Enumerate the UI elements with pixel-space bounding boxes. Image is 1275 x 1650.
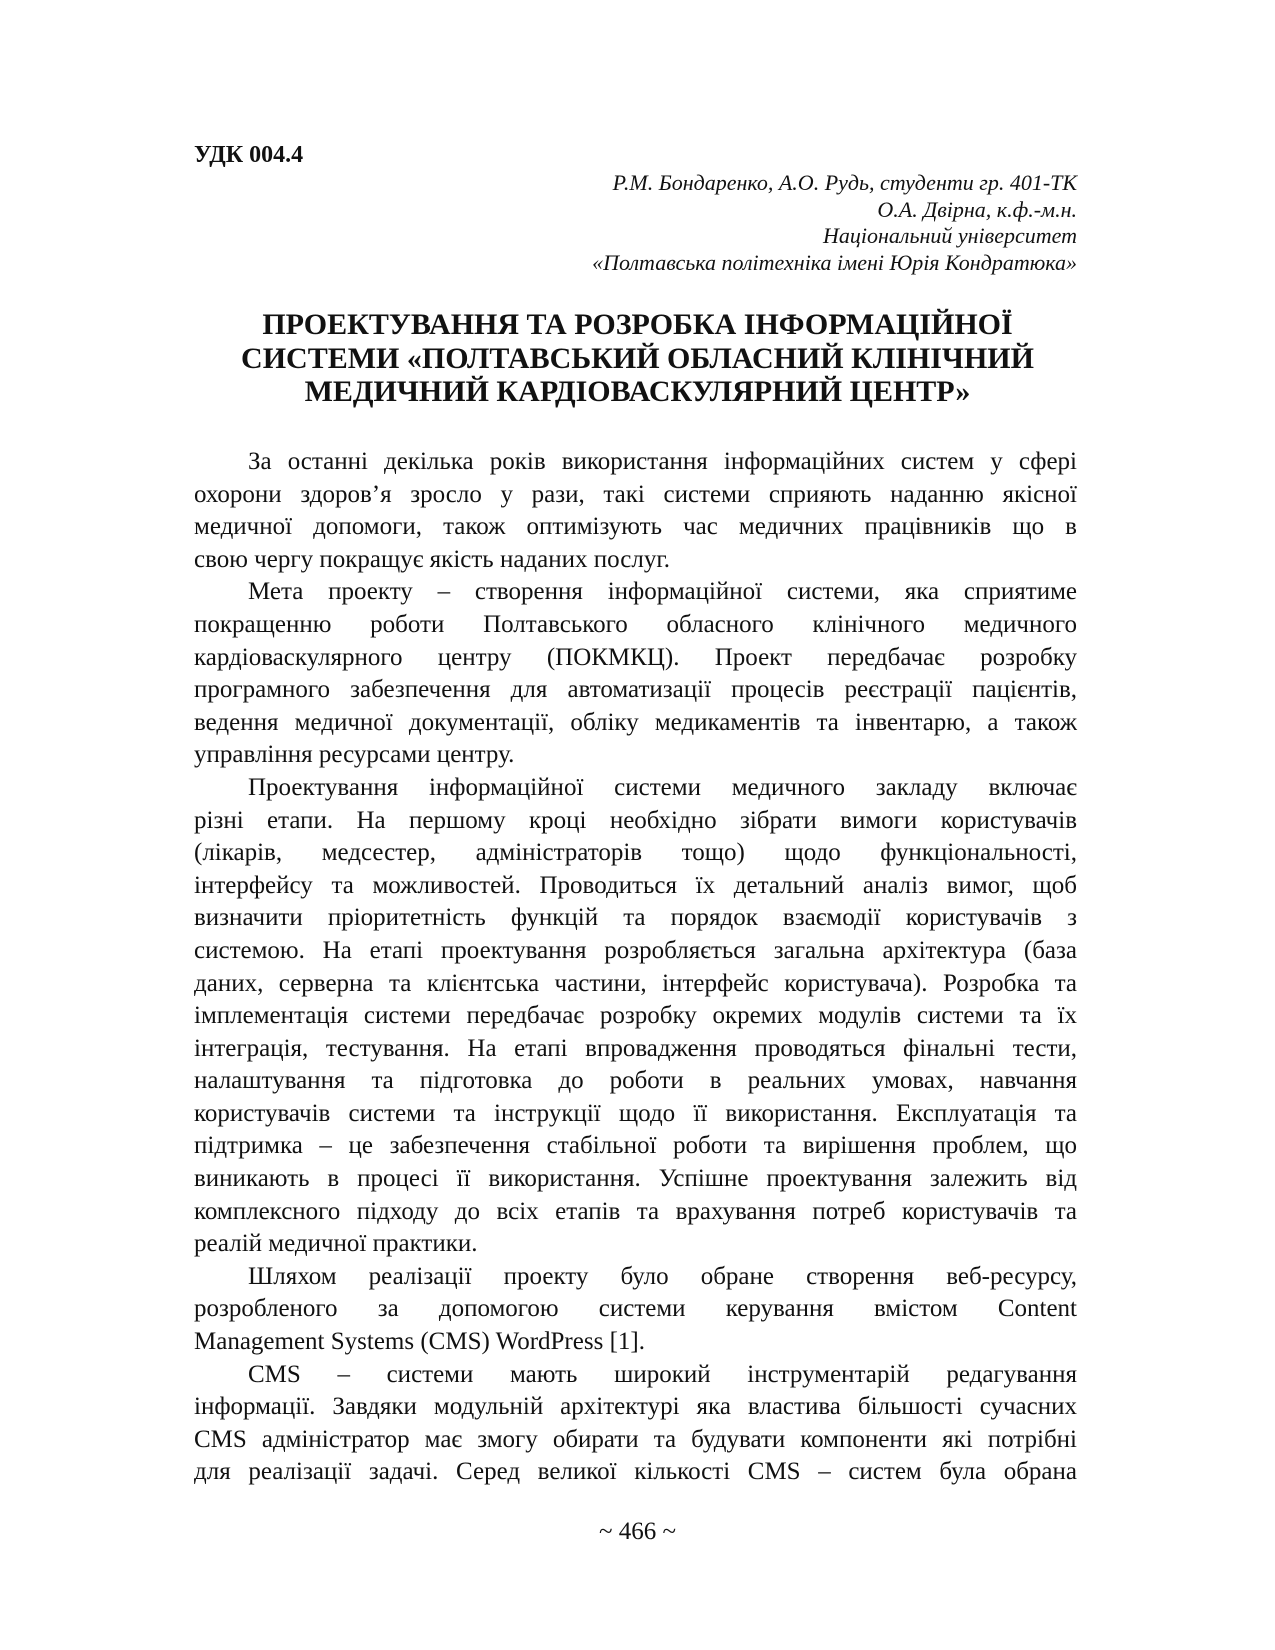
paragraph (194, 1359, 1077, 1489)
text-line: інтерфейсу та можливостей. Проводиться їх детальний аналіз вимог, щоб (194, 871, 1077, 899)
text-line: програмного забезпечення для автоматизації процесів реєстрації пацієнтів, (194, 676, 1077, 704)
title-line: МЕДИЧНИЙ КАРДІОВАСКУЛЯРНИЙ ЦЕНТР» (304, 375, 971, 408)
text-line: кардіоваскулярного центру (ПОКМКЦ). Проект передбачає розробку (194, 643, 1077, 671)
text-line: свою чергу покращує якість наданих послуг. (194, 545, 671, 573)
text-line: Management Systems (CMS) WordPress [1]. (194, 1328, 645, 1356)
authors-students: Р.М. Бондаренко, А.О. Рудь, студенти гр. 401-ТК (612, 170, 1077, 195)
text-line: даних, серверна та клієнтська частини, інтерфейс користувача). Розробка та (194, 969, 1077, 997)
text-line: виникають в процесі її використання. Успішне проектування залежить від (194, 1165, 1077, 1193)
affiliation-line-1: Національний університет (822, 223, 1077, 249)
text-line: ведення медичної документації, обліку медикаментів та інвентарю, а також (194, 708, 1077, 736)
body-text (194, 446, 1077, 1489)
text-line: (лікарів, медсестер, адміністраторів тощо) щодо функціональності, (194, 839, 1077, 867)
text-line: медичної допомоги, також оптимізують час медичних працівників що в (194, 513, 1077, 541)
paragraph (194, 1261, 1077, 1359)
text-line: розробленого за допомогою системи керування вмістом Content (194, 1295, 1077, 1323)
text-line: Шляхом реалізації проекту було обране створення веб-ресурсу, (248, 1262, 1077, 1290)
authors-block (592, 170, 1077, 277)
text-line: інформації. Завдяки модульній архітектурі яка властива більшості сучасних (194, 1393, 1077, 1421)
text-line: різні етапи. На першому кроці необхідно зібрати вимоги користувачів (194, 806, 1077, 834)
text-line: підтримка – це забезпечення стабільної роботи та вирішення проблем, що (194, 1132, 1077, 1160)
text-line: визначити пріоритетність функцій та порядок взаємодії користувачів з (194, 904, 1077, 932)
paper-title (150, 308, 1125, 409)
text-line: комплексного підходу до всіх етапів та врахування потреб користувачів та (194, 1197, 1077, 1225)
text-line: налаштування та підготовка до роботи в реальних умовах, навчання (194, 1067, 1077, 1095)
text-line: користувачів системи та інструкції щодо її використання. Експлуатація та (194, 1099, 1077, 1127)
text-line: CMS адміністратор має змогу обирати та будувати компоненти які потрібні (194, 1425, 1077, 1453)
page-number: ~ 466 ~ (598, 1518, 677, 1545)
text-line: імплементація системи передбачає розробку окремих модулів системи та їх (194, 1002, 1077, 1030)
paragraph (194, 576, 1077, 772)
paragraph (194, 772, 1077, 1261)
text-line: інтеграція, тестування. На етапі впровадження проводяться фінальні тести, (194, 1034, 1077, 1062)
text-line: для реалізації задачі. Серед великої кількості CMS – систем була обрана (194, 1458, 1077, 1486)
text-line: Мета проекту – створення інформаційної системи, яка сприятиме (248, 578, 1077, 606)
affiliation-line-2: «Полтавська політехніка імені Юрія Кондратюка» (592, 250, 1077, 276)
text-line: За останні декілька років використання інформаційних систем у сфері (248, 448, 1077, 475)
text-line: реалій медичної практики. (194, 1230, 478, 1258)
udc-code: УДК 004.4 (194, 142, 304, 168)
title-line: СИСТЕМИ «ПОЛТАВСЬКИЙ ОБЛАСНИЙ КЛІНІЧНИЙ (241, 341, 1034, 375)
paragraph (194, 446, 1077, 576)
text-line: покращенню роботи Полтавського обласного клінічного медичного (194, 610, 1077, 638)
author-supervisor: О.А. Двірна, к.ф.-м.н. (877, 196, 1077, 222)
text-line: CMS – системи мають широкий інструментарій редагування (248, 1360, 1077, 1388)
text-line: охорони здоров’я зросло у рази, такі системи сприяють наданню якісної (194, 480, 1077, 508)
text-line: системою. На етапі проектування розробляється загальна архітектура (база (194, 936, 1077, 964)
text-line: управління ресурсами центру. (194, 741, 515, 769)
text-line: Проектування інформаційної системи медичного закладу включає (248, 773, 1077, 801)
title-line: ПРОЕКТУВАННЯ ТА РОЗРОБКА ІНФОРМАЦІЙНОЇ (262, 308, 1013, 341)
